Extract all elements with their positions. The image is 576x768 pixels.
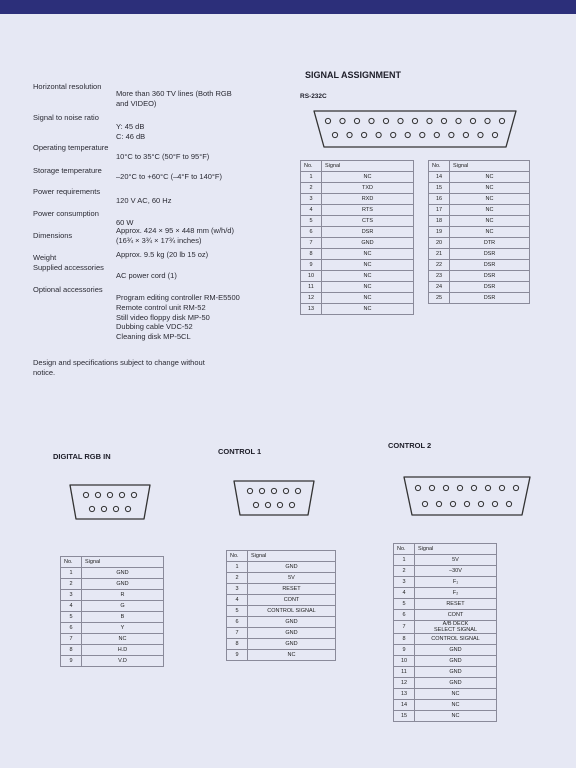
connector-pin bbox=[125, 506, 130, 511]
table-row bbox=[227, 562, 336, 573]
pin-number: 4 bbox=[61, 601, 82, 612]
connector-pin bbox=[422, 501, 427, 506]
control1-title: CONTROL 1 bbox=[218, 447, 262, 456]
spec-value-line: More than 360 TV lines (Both RGB bbox=[116, 89, 232, 98]
spec-snr-label: Signal to noise ratio bbox=[33, 113, 99, 122]
pin-signal: GND bbox=[248, 639, 336, 650]
pin-number: 8 bbox=[394, 634, 415, 645]
connector-pin bbox=[470, 118, 475, 123]
pin-signal: NC bbox=[450, 205, 530, 216]
connector-pin bbox=[376, 132, 381, 137]
connector-pin bbox=[369, 118, 374, 123]
connector-pin bbox=[471, 485, 476, 490]
connector-pin bbox=[499, 485, 504, 490]
footnote-line: Design and specifications subject to change without bbox=[33, 358, 205, 367]
table-row bbox=[61, 590, 164, 601]
table-row bbox=[394, 634, 497, 645]
pin-number: 8 bbox=[227, 639, 248, 650]
connector-pin bbox=[119, 492, 124, 497]
pin-signal: GND bbox=[415, 645, 497, 656]
pin-number: 14 bbox=[429, 172, 450, 183]
pin-signal: V.D bbox=[82, 656, 164, 667]
table-row bbox=[394, 610, 497, 621]
pin-number: 5 bbox=[301, 216, 322, 227]
connector-pin bbox=[441, 118, 446, 123]
connector-pin bbox=[259, 488, 264, 493]
table-row bbox=[429, 172, 530, 183]
table-row bbox=[301, 172, 414, 183]
rs232c-connector-diagram bbox=[310, 108, 520, 150]
table-row bbox=[394, 656, 497, 667]
digital-rgb-title: DIGITAL RGB IN bbox=[53, 452, 111, 461]
pin-number: 6 bbox=[301, 227, 322, 238]
table-row bbox=[394, 689, 497, 700]
table-row bbox=[301, 282, 414, 293]
table-row bbox=[301, 183, 414, 194]
rs232c-table-right bbox=[428, 160, 530, 304]
control1-table bbox=[226, 550, 336, 661]
pin-number: 19 bbox=[429, 227, 450, 238]
pin-number: 9 bbox=[301, 260, 322, 271]
table-row bbox=[301, 238, 414, 249]
pin-number: 18 bbox=[429, 216, 450, 227]
spec-value-line: and VIDEO) bbox=[116, 98, 157, 108]
pin-number: 24 bbox=[429, 282, 450, 293]
connector-pin bbox=[361, 132, 366, 137]
pin-signal: DSR bbox=[450, 282, 530, 293]
pin-signal: RTS bbox=[322, 205, 414, 216]
pin-number: 16 bbox=[429, 194, 450, 205]
connector-pin bbox=[113, 506, 118, 511]
connector-pin bbox=[253, 502, 258, 507]
connector-pin bbox=[429, 485, 434, 490]
pin-signal: 5V bbox=[415, 555, 497, 566]
pin-number: 9 bbox=[227, 650, 248, 661]
table-row bbox=[429, 227, 530, 238]
pin-number: 23 bbox=[429, 271, 450, 282]
pin-number: 6 bbox=[61, 623, 82, 634]
spec-value-line: Approx. 424 × 95 × 448 mm (w/h/d) bbox=[116, 226, 234, 235]
spec-footnote bbox=[33, 358, 205, 378]
connector-pin bbox=[427, 118, 432, 123]
connector-pin bbox=[456, 118, 461, 123]
pin-number: 3 bbox=[227, 584, 248, 595]
col-header-no: No. bbox=[301, 161, 322, 172]
pin-number: 21 bbox=[429, 249, 450, 260]
spec-operating-temp-value: 10°C to 35°C (50°F to 95°F) bbox=[116, 152, 210, 161]
spec-value-line: (16¾ × 3¾ × 17¾ inches) bbox=[116, 235, 202, 245]
pin-number: 10 bbox=[394, 656, 415, 667]
pin-signal: NC bbox=[248, 650, 336, 661]
table-row bbox=[227, 628, 336, 639]
spec-value-line: Y: 45 dB bbox=[116, 122, 145, 131]
pin-number: 14 bbox=[394, 700, 415, 711]
pin-signal: GND bbox=[415, 656, 497, 667]
optional-item: Remote control unit RM-52 bbox=[116, 302, 206, 312]
spec-operating-temp-label: Operating temperature bbox=[33, 143, 109, 152]
col-header-no: No. bbox=[61, 557, 82, 568]
optional-item: Program editing controller RM-E5500 bbox=[116, 293, 240, 302]
pin-signal: GND bbox=[322, 238, 414, 249]
pin-number: 2 bbox=[394, 566, 415, 577]
table-row bbox=[394, 599, 497, 610]
pin-number: 11 bbox=[394, 667, 415, 678]
col-header-signal: Signal bbox=[82, 557, 164, 568]
pin-signal: A/B DECK SELECT SIGNAL bbox=[415, 621, 497, 634]
connector-pin bbox=[492, 501, 497, 506]
pin-signal: NC bbox=[322, 172, 414, 183]
table-row bbox=[301, 249, 414, 260]
pin-signal: NC bbox=[415, 711, 497, 722]
table-row bbox=[227, 573, 336, 584]
pin-number: 20 bbox=[429, 238, 450, 249]
pin-signal: RESET bbox=[415, 599, 497, 610]
digital-rgb-connector-diagram bbox=[66, 482, 154, 522]
pin-number: 13 bbox=[301, 304, 322, 315]
table-row bbox=[394, 667, 497, 678]
pin-number: 3 bbox=[301, 194, 322, 205]
connector-pin bbox=[265, 502, 270, 507]
pin-signal: NC bbox=[322, 271, 414, 282]
connector-pin bbox=[434, 132, 439, 137]
table-row bbox=[61, 645, 164, 656]
pin-signal: DSR bbox=[322, 227, 414, 238]
pin-signal: –30V bbox=[415, 566, 497, 577]
pin-number: 17 bbox=[429, 205, 450, 216]
table-row bbox=[394, 566, 497, 577]
table-row bbox=[227, 639, 336, 650]
col-header-no: No. bbox=[429, 161, 450, 172]
pin-number: 2 bbox=[61, 579, 82, 590]
pin-signal: GND bbox=[248, 617, 336, 628]
pin-number: 1 bbox=[301, 172, 322, 183]
table-row bbox=[227, 650, 336, 661]
table-row bbox=[394, 711, 497, 722]
pin-signal: CONT bbox=[415, 610, 497, 621]
pin-signal: GND bbox=[248, 628, 336, 639]
table-row bbox=[429, 238, 530, 249]
pin-signal: F₂ bbox=[415, 588, 497, 599]
pin-signal: NC bbox=[450, 172, 530, 183]
pin-signal: DSR bbox=[450, 271, 530, 282]
footnote-line: notice. bbox=[33, 367, 56, 377]
pin-signal: NC bbox=[450, 216, 530, 227]
spec-power-req-value: 120 V AC, 60 Hz bbox=[116, 196, 172, 205]
pin-number: 7 bbox=[301, 238, 322, 249]
spec-supplied-label: Supplied accessories bbox=[33, 263, 104, 272]
pin-signal: NC bbox=[450, 194, 530, 205]
connector-pin bbox=[464, 501, 469, 506]
spec-optional-label: Optional accessories bbox=[33, 285, 103, 294]
pin-signal: NC bbox=[415, 689, 497, 700]
pin-signal: RXD bbox=[322, 194, 414, 205]
pin-signal: GND bbox=[82, 568, 164, 579]
table-row bbox=[61, 656, 164, 667]
connector-pin bbox=[89, 506, 94, 511]
pin-signal: NC bbox=[322, 304, 414, 315]
table-row bbox=[301, 216, 414, 227]
pin-signal: GND bbox=[248, 562, 336, 573]
pin-signal: CONTROL SIGNAL bbox=[248, 606, 336, 617]
table-row bbox=[301, 260, 414, 271]
table-row bbox=[227, 595, 336, 606]
spec-weight-label: Weight bbox=[33, 253, 57, 262]
col-header-no: No. bbox=[394, 544, 415, 555]
connector-pin bbox=[463, 132, 468, 137]
pin-number: 10 bbox=[301, 271, 322, 282]
pin-signal: NC bbox=[322, 293, 414, 304]
connector-pin bbox=[492, 132, 497, 137]
pin-number: 7 bbox=[394, 621, 415, 634]
pin-signal: NC bbox=[415, 700, 497, 711]
connector-pin bbox=[332, 132, 337, 137]
table-row bbox=[394, 577, 497, 588]
pin-number: 5 bbox=[227, 606, 248, 617]
pin-signal: H.D bbox=[82, 645, 164, 656]
pin-signal: NC bbox=[450, 183, 530, 194]
table-row bbox=[429, 205, 530, 216]
pin-signal: NC bbox=[82, 634, 164, 645]
optional-item: Dubbing cable VDC-52 bbox=[116, 322, 193, 332]
table-row bbox=[301, 205, 414, 216]
col-header-signal: Signal bbox=[322, 161, 414, 172]
spec-power-req-label: Power requirements bbox=[33, 187, 101, 196]
pin-number: 4 bbox=[301, 205, 322, 216]
pin-signal: TXD bbox=[322, 183, 414, 194]
col-header-signal: Signal bbox=[248, 551, 336, 562]
connector-pin bbox=[107, 492, 112, 497]
table-row bbox=[227, 617, 336, 628]
connector-pin bbox=[485, 485, 490, 490]
pin-number: 9 bbox=[394, 645, 415, 656]
pin-signal: F₁ bbox=[415, 577, 497, 588]
pin-signal: DSR bbox=[450, 260, 530, 271]
pin-number: 15 bbox=[429, 183, 450, 194]
pin-signal: 5V bbox=[248, 573, 336, 584]
table-row bbox=[61, 623, 164, 634]
col-header-signal: Signal bbox=[450, 161, 530, 172]
pin-signal: GND bbox=[415, 667, 497, 678]
spec-horizontal-resolution-value bbox=[116, 89, 232, 109]
signal-assignment-title: SIGNAL ASSIGNMENT bbox=[305, 70, 402, 80]
pin-signal: RESET bbox=[248, 584, 336, 595]
pin-signal: NC bbox=[322, 249, 414, 260]
pin-signal: DSR bbox=[450, 293, 530, 304]
table-row bbox=[394, 588, 497, 599]
pin-number: 2 bbox=[227, 573, 248, 584]
pin-number: 7 bbox=[227, 628, 248, 639]
control2-title: CONTROL 2 bbox=[388, 441, 432, 450]
table-row bbox=[429, 293, 530, 304]
pin-signal: G bbox=[82, 601, 164, 612]
pin-number: 4 bbox=[394, 588, 415, 599]
rs232c-title: RS-232C bbox=[300, 93, 327, 100]
pin-signal: B bbox=[82, 612, 164, 623]
connector-pin bbox=[478, 501, 483, 506]
connector-pin bbox=[457, 485, 462, 490]
pin-signal: R bbox=[82, 590, 164, 601]
connector-pin bbox=[101, 506, 106, 511]
pin-number: 1 bbox=[227, 562, 248, 573]
pin-signal: CTS bbox=[322, 216, 414, 227]
connector-pin bbox=[289, 502, 294, 507]
connector-pin bbox=[325, 118, 330, 123]
pin-number: 3 bbox=[394, 577, 415, 588]
spec-storage-temp-value: –20°C to +60°C (–4°F to 140°F) bbox=[116, 172, 223, 181]
spec-optional-list bbox=[116, 293, 240, 342]
pin-signal: DTR bbox=[450, 238, 530, 249]
control2-table bbox=[393, 543, 497, 722]
connector-pin bbox=[295, 488, 300, 493]
connector-pin bbox=[506, 501, 511, 506]
pin-number: 13 bbox=[394, 689, 415, 700]
connector-pin bbox=[436, 501, 441, 506]
spec-power-cons-label: Power consumption bbox=[33, 209, 99, 218]
pin-number: 4 bbox=[227, 595, 248, 606]
connector-pin bbox=[383, 118, 388, 123]
optional-item: Cleaning disk MP-5CL bbox=[116, 332, 191, 341]
connector-pin bbox=[340, 118, 345, 123]
pin-number: 22 bbox=[429, 260, 450, 271]
table-row bbox=[61, 601, 164, 612]
pin-number: 2 bbox=[301, 183, 322, 194]
table-row bbox=[429, 282, 530, 293]
table-row bbox=[394, 678, 497, 689]
spec-storage-temp-label: Storage temperature bbox=[33, 166, 102, 175]
pin-signal: GND bbox=[82, 579, 164, 590]
table-row bbox=[429, 183, 530, 194]
connector-pin bbox=[247, 488, 252, 493]
table-row bbox=[429, 249, 530, 260]
pin-number: 7 bbox=[61, 634, 82, 645]
control1-connector-diagram bbox=[230, 478, 318, 518]
connector-pin bbox=[354, 118, 359, 123]
pin-number: 11 bbox=[301, 282, 322, 293]
table-row bbox=[394, 645, 497, 656]
pin-number: 3 bbox=[61, 590, 82, 601]
pin-number: 8 bbox=[61, 645, 82, 656]
table-row bbox=[61, 612, 164, 623]
connector-pin bbox=[450, 501, 455, 506]
connector-pin bbox=[420, 132, 425, 137]
pin-number: 5 bbox=[394, 599, 415, 610]
table-row bbox=[394, 700, 497, 711]
digital-rgb-table bbox=[60, 556, 164, 667]
table-row bbox=[61, 568, 164, 579]
spec-dimensions-value bbox=[116, 226, 234, 246]
spec-value-line: C: 46 dB bbox=[116, 131, 146, 141]
connector-pin bbox=[443, 485, 448, 490]
connector-pin bbox=[391, 132, 396, 137]
table-row bbox=[61, 579, 164, 590]
pin-number: 15 bbox=[394, 711, 415, 722]
pin-signal: DSR bbox=[450, 249, 530, 260]
table-row bbox=[301, 293, 414, 304]
connector-pin bbox=[283, 488, 288, 493]
connector-pin bbox=[398, 118, 403, 123]
connector-pin bbox=[485, 118, 490, 123]
pin-number: 1 bbox=[394, 555, 415, 566]
connector-pin bbox=[95, 492, 100, 497]
pin-signal: Y bbox=[82, 623, 164, 634]
pin-signal: CONT bbox=[248, 595, 336, 606]
table-row bbox=[301, 194, 414, 205]
connector-pin bbox=[347, 132, 352, 137]
control2-connector-diagram bbox=[400, 474, 534, 518]
connector-pin bbox=[271, 488, 276, 493]
pin-number: 6 bbox=[394, 610, 415, 621]
connector-pin bbox=[131, 492, 136, 497]
connector-pin bbox=[277, 502, 282, 507]
col-header-no: No. bbox=[227, 551, 248, 562]
spec-weight-value: Approx. 9.5 kg (20 lb 15 oz) bbox=[116, 250, 209, 259]
pin-number: 25 bbox=[429, 293, 450, 304]
spec-snr-value bbox=[116, 122, 145, 142]
table-row bbox=[394, 621, 497, 634]
pin-signal: NC bbox=[322, 260, 414, 271]
spec-dimensions-label: Dimensions bbox=[33, 231, 73, 240]
pin-signal: NC bbox=[322, 282, 414, 293]
table-row bbox=[227, 584, 336, 595]
connector-pin bbox=[412, 118, 417, 123]
col-header-signal: Signal bbox=[415, 544, 497, 555]
pin-number: 12 bbox=[394, 678, 415, 689]
table-row bbox=[301, 227, 414, 238]
pin-number: 5 bbox=[61, 612, 82, 623]
pin-signal: NC bbox=[450, 227, 530, 238]
table-row bbox=[61, 634, 164, 645]
pin-number: 6 bbox=[227, 617, 248, 628]
pin-signal: GND bbox=[415, 678, 497, 689]
connector-pin bbox=[478, 132, 483, 137]
table-row bbox=[429, 216, 530, 227]
pin-number: 8 bbox=[301, 249, 322, 260]
table-row bbox=[301, 271, 414, 282]
spec-power-cons-value: 60 W bbox=[116, 218, 134, 227]
optional-item: Still video floppy disk MP-50 bbox=[116, 312, 210, 322]
spec-supplied-value: AC power cord (1) bbox=[116, 271, 177, 280]
connector-pin bbox=[415, 485, 420, 490]
table-row bbox=[394, 555, 497, 566]
table-row bbox=[301, 304, 414, 315]
connector-pin bbox=[405, 132, 410, 137]
table-row bbox=[227, 606, 336, 617]
table-row bbox=[429, 271, 530, 282]
table-row bbox=[429, 260, 530, 271]
connector-pin bbox=[513, 485, 518, 490]
pin-number: 1 bbox=[61, 568, 82, 579]
spec-horizontal-resolution-label: Horizontal resolution bbox=[33, 82, 102, 91]
pin-signal: CONTROL SIGNAL bbox=[415, 634, 497, 645]
table-row bbox=[429, 194, 530, 205]
pin-number: 12 bbox=[301, 293, 322, 304]
connector-pin bbox=[449, 132, 454, 137]
connector-pin bbox=[499, 118, 504, 123]
rs232c-table-left bbox=[300, 160, 414, 315]
connector-pin bbox=[83, 492, 88, 497]
pin-number: 9 bbox=[61, 656, 82, 667]
